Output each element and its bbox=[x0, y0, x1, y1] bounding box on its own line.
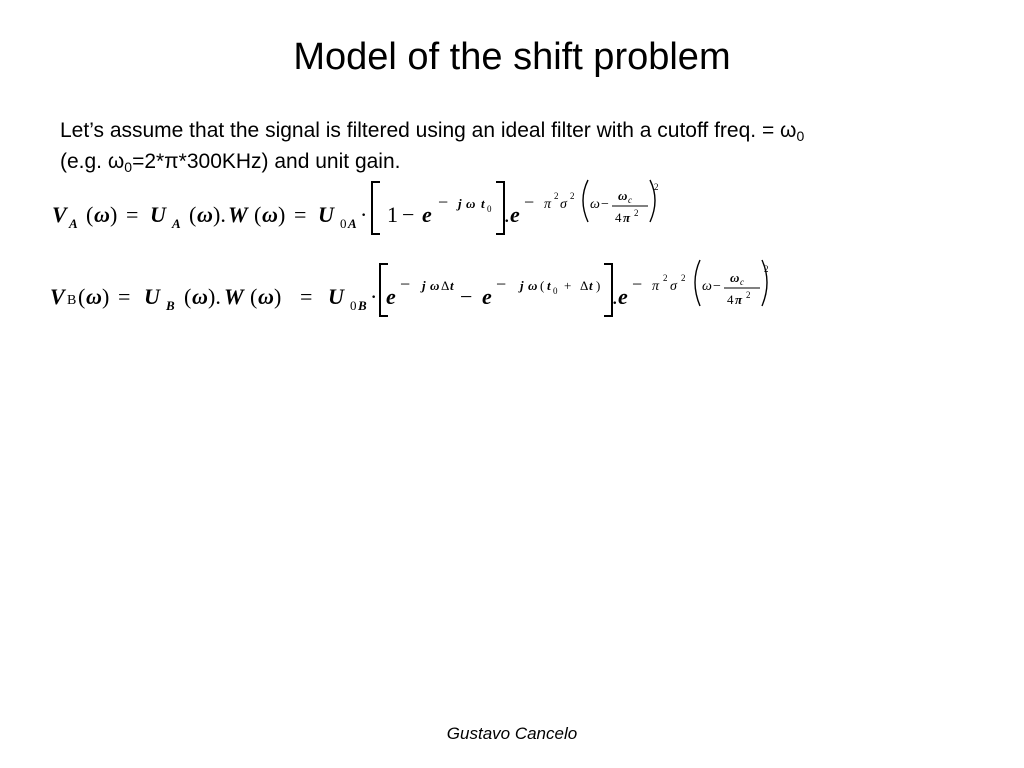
svg-text:π: π bbox=[652, 279, 660, 294]
svg-text:=: = bbox=[294, 202, 307, 227]
svg-text:B: B bbox=[67, 293, 77, 308]
svg-text:σ: σ bbox=[560, 197, 567, 212]
svg-text:·: · bbox=[370, 284, 378, 309]
svg-text:): ) bbox=[596, 278, 601, 293]
svg-text:j: j bbox=[520, 278, 524, 293]
svg-text:ω: ω bbox=[702, 279, 712, 294]
svg-text:e: e bbox=[510, 202, 520, 227]
svg-text:ω: ω bbox=[262, 202, 278, 227]
svg-text:(: ( bbox=[540, 278, 545, 293]
svg-text:π: π bbox=[735, 292, 743, 307]
svg-text:Δ: Δ bbox=[441, 278, 450, 293]
svg-text:·: · bbox=[360, 202, 368, 227]
svg-text:0: 0 bbox=[350, 298, 357, 313]
svg-text:(: ( bbox=[254, 202, 262, 227]
equation-b bbox=[48, 252, 778, 324]
svg-text:ω: ω bbox=[94, 202, 110, 227]
svg-text:A: A bbox=[172, 216, 181, 231]
svg-text:2: 2 bbox=[634, 208, 639, 218]
svg-text:ω: ω bbox=[258, 284, 274, 309]
svg-text:W: W bbox=[228, 202, 248, 227]
svg-text:−: − bbox=[713, 279, 721, 294]
svg-text:A: A bbox=[69, 216, 78, 231]
svg-text:1: 1 bbox=[387, 202, 398, 227]
svg-text:A: A bbox=[348, 216, 357, 231]
svg-text:j: j bbox=[458, 196, 462, 211]
svg-text:c: c bbox=[740, 277, 744, 287]
svg-text:B: B bbox=[358, 298, 367, 313]
svg-text:U: U bbox=[144, 284, 160, 309]
paragraph-line2-suffix: =2*π*300KHz) and unit gain. bbox=[132, 150, 401, 173]
intro-paragraph bbox=[60, 115, 1010, 177]
svg-text:2: 2 bbox=[554, 191, 559, 201]
svg-text:2: 2 bbox=[654, 182, 659, 192]
svg-text:(: ( bbox=[184, 284, 192, 309]
svg-text:t: t bbox=[547, 278, 551, 293]
svg-text:=: = bbox=[118, 284, 131, 309]
svg-text:e: e bbox=[422, 202, 432, 227]
svg-text:0: 0 bbox=[487, 204, 492, 214]
equation-a bbox=[50, 172, 670, 242]
svg-text:ω: ω bbox=[590, 197, 600, 212]
svg-text:2: 2 bbox=[746, 290, 751, 300]
svg-text:ω: ω bbox=[618, 188, 628, 203]
svg-text:t: t bbox=[481, 196, 485, 211]
svg-text:−: − bbox=[402, 202, 415, 227]
slide-title: Model of the shift problem bbox=[293, 36, 731, 78]
svg-text:ω: ω bbox=[192, 284, 208, 309]
svg-text:ω: ω bbox=[86, 284, 102, 309]
svg-text:V: V bbox=[50, 284, 65, 309]
svg-text:j: j bbox=[422, 278, 426, 293]
svg-text:(: ( bbox=[189, 202, 197, 227]
svg-text:): ) bbox=[274, 284, 282, 309]
svg-text:).: ). bbox=[208, 284, 221, 309]
svg-text:−: − bbox=[496, 274, 507, 294]
svg-text:π: π bbox=[623, 210, 631, 225]
svg-text:.: . bbox=[504, 202, 510, 227]
svg-text:σ: σ bbox=[670, 279, 677, 294]
svg-text:−: − bbox=[601, 197, 609, 212]
svg-text:B: B bbox=[166, 298, 175, 313]
svg-text:2: 2 bbox=[663, 273, 668, 283]
svg-text:): ) bbox=[110, 202, 118, 227]
svg-text:4: 4 bbox=[615, 210, 622, 225]
svg-text:U: U bbox=[150, 202, 166, 227]
svg-text:e: e bbox=[618, 284, 628, 309]
svg-text:U: U bbox=[328, 284, 344, 309]
svg-text:=: = bbox=[300, 284, 313, 309]
svg-text:2: 2 bbox=[764, 264, 769, 274]
svg-text:(: ( bbox=[250, 284, 258, 309]
svg-text:−: − bbox=[632, 274, 643, 294]
svg-text:(: ( bbox=[86, 202, 94, 227]
svg-text:c: c bbox=[628, 195, 632, 205]
svg-text:V: V bbox=[52, 202, 67, 227]
paragraph-line1: Let’s assume that the signal is filtered using an ideal filter with a cutoff freq. = ω bbox=[60, 119, 797, 142]
footer-author: Gustavo Cancelo bbox=[446, 724, 578, 743]
svg-text:ω: ω bbox=[528, 278, 538, 293]
svg-text:π: π bbox=[544, 197, 552, 212]
omega-subscript: 0 bbox=[796, 128, 805, 144]
svg-text:e: e bbox=[482, 284, 492, 309]
svg-text:.: . bbox=[612, 284, 618, 309]
svg-text:−: − bbox=[438, 192, 449, 212]
svg-text:ω: ω bbox=[730, 270, 740, 285]
svg-text:(: ( bbox=[78, 284, 86, 309]
svg-text:−: − bbox=[460, 284, 473, 309]
svg-text:t: t bbox=[450, 278, 454, 293]
svg-text:=: = bbox=[126, 202, 139, 227]
svg-text:−: − bbox=[400, 274, 411, 294]
svg-text:+: + bbox=[564, 278, 572, 293]
svg-text:0: 0 bbox=[340, 216, 347, 231]
svg-text:2: 2 bbox=[681, 273, 686, 283]
svg-text:e: e bbox=[386, 284, 396, 309]
svg-text:ω: ω bbox=[466, 196, 476, 211]
svg-text:0: 0 bbox=[553, 286, 558, 296]
svg-text:4: 4 bbox=[727, 292, 734, 307]
svg-text:).: ). bbox=[213, 202, 226, 227]
svg-text:ω: ω bbox=[430, 278, 440, 293]
svg-text:−: − bbox=[524, 192, 535, 212]
svg-text:U: U bbox=[318, 202, 334, 227]
paragraph-line2-prefix: (e.g. ω bbox=[60, 150, 125, 173]
svg-text:ω: ω bbox=[197, 202, 213, 227]
svg-text:t: t bbox=[589, 278, 593, 293]
svg-text:Δ: Δ bbox=[580, 278, 589, 293]
svg-text:): ) bbox=[278, 202, 286, 227]
svg-text:2: 2 bbox=[570, 191, 575, 201]
svg-text:): ) bbox=[102, 284, 110, 309]
svg-text:W: W bbox=[224, 284, 244, 309]
omega-subscript: 0 bbox=[124, 159, 133, 175]
